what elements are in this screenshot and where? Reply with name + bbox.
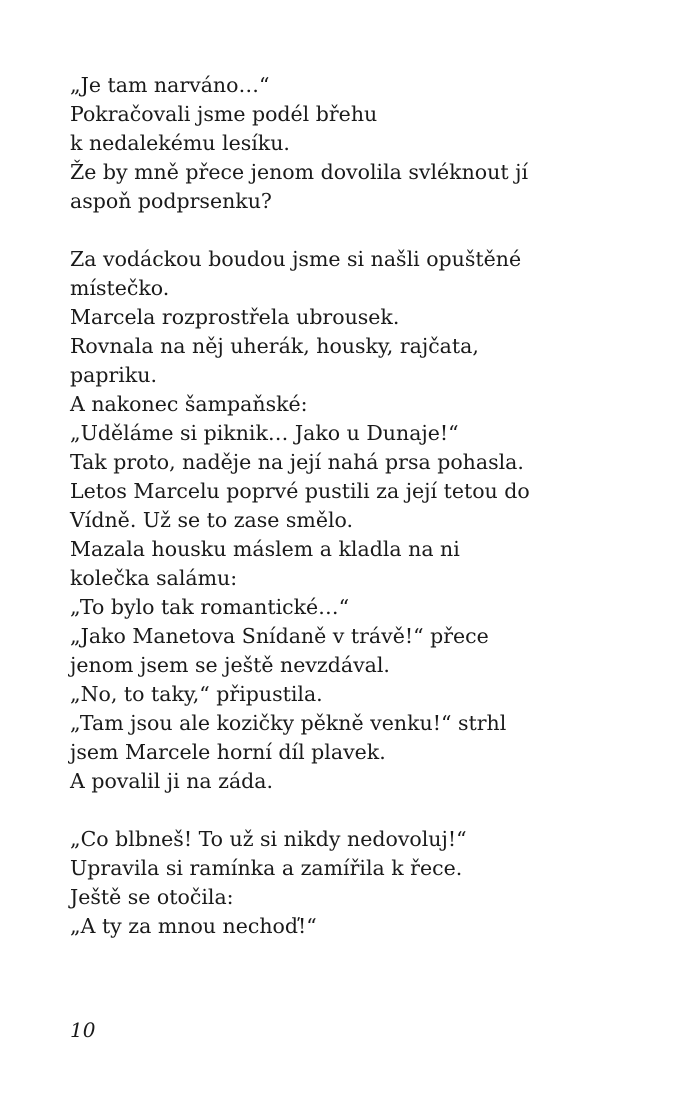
body-text: [70, 71, 650, 941]
text-line: Rovnala na něj uherák, housky, rajčata,: [70, 334, 479, 358]
text-line: A nakonec šampaňské:: [70, 392, 308, 416]
text-line: Upravila si ramínka a zamířila k řece.: [70, 856, 463, 880]
text-line: „Je tam narváno…“: [70, 73, 270, 97]
text-line: „A ty za mnou nechoď!“: [70, 914, 317, 938]
text-line: aspoň podprsenku?: [70, 189, 272, 213]
text-line: „Co blbneš! To už si nikdy nedovoluj!“: [70, 827, 467, 851]
text-line: místečko.: [70, 276, 170, 300]
text-line: „To bylo tak romantické…“: [70, 595, 350, 619]
text-line: A povalil ji na záda.: [70, 769, 274, 793]
text-line: „Tam jsou ale kozičky pěkně venku!“ strhl: [70, 711, 507, 735]
text-line: Vídně. Už se to zase smělo.: [70, 508, 354, 532]
page-number: 10: [70, 1018, 96, 1042]
paragraph-gap: [70, 216, 650, 245]
text-line: Mazala housku máslem a kladla na ni: [70, 537, 460, 561]
text-line: Marcela rozprostřela ubrousek.: [70, 305, 400, 329]
text-line: Že by mně přece jenom dovolila svléknout jí: [70, 160, 528, 184]
text-line: Tak proto, naděje na její nahá prsa pohasla.: [70, 450, 524, 474]
text-line: Letos Marcelu poprvé pustili za její tetou do: [70, 479, 530, 503]
paragraph-gap: [70, 796, 650, 825]
text-line: jenom jsem se ještě nevzdával.: [70, 653, 390, 677]
text-line: Za vodáckou boudou jsme si našli opuštěné: [70, 247, 522, 271]
text-line: k nedalekému lesíku.: [70, 131, 290, 155]
text-line: „Jako Manetova Snídaně v trávě!“ přece: [70, 624, 489, 648]
text-line: kolečka salámu:: [70, 566, 238, 590]
text-line: Pokračovali jsme podél břehu: [70, 102, 378, 126]
text-line: papriku.: [70, 363, 157, 387]
text-line: „Uděláme si piknik… Jako u Dunaje!“: [70, 421, 459, 445]
text-line: „No, to taky,“ připustila.: [70, 682, 323, 706]
text-line: Ještě se otočila:: [70, 885, 234, 909]
text-line: jsem Marcele horní díl plavek.: [70, 740, 386, 764]
